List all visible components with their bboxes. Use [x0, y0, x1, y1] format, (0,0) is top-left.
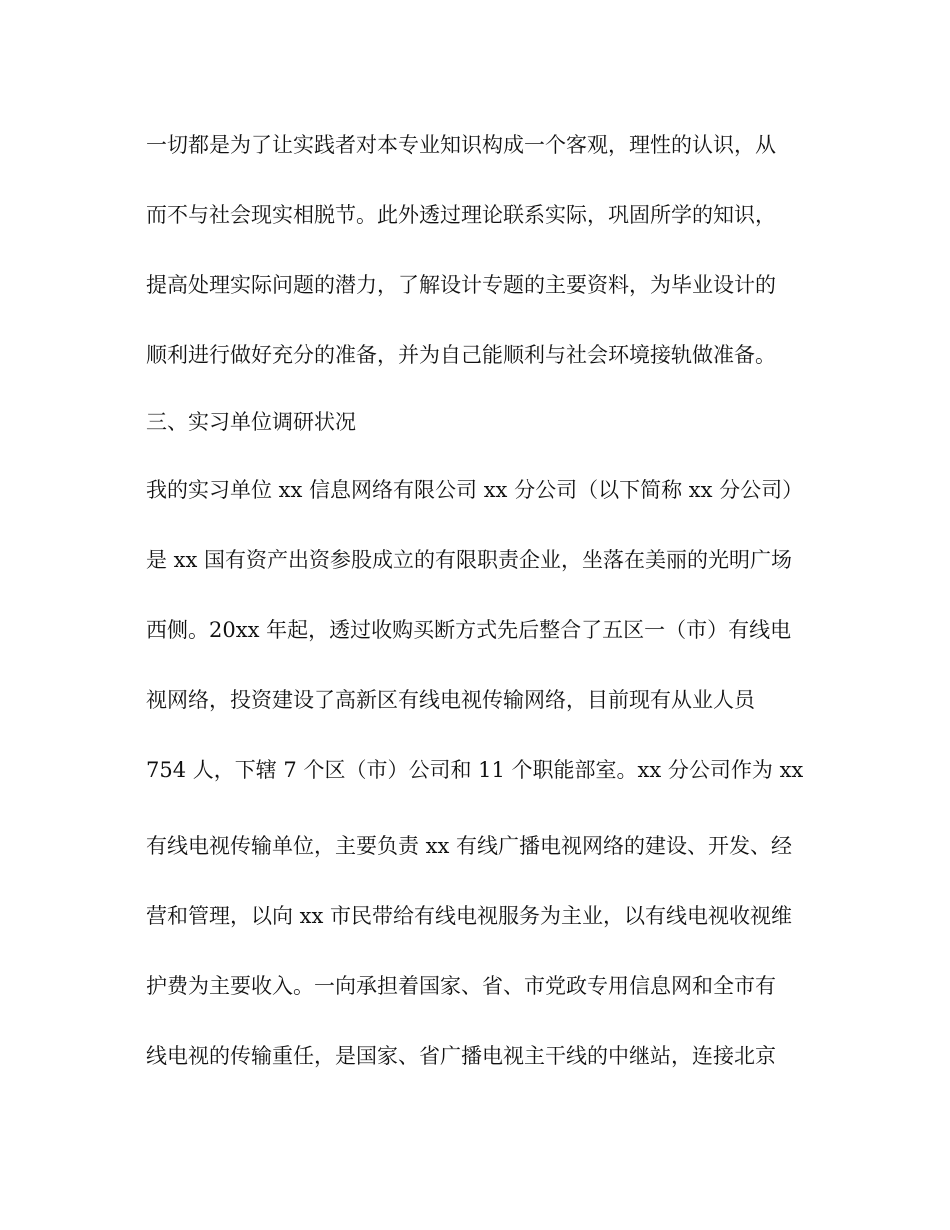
paragraph-line: 线电视的传输重任，是国家、省广播电视主干线的中继站，连接北京: [146, 1044, 776, 1068]
paragraph-line: 顺利进行做好充分的准备，并为自己能顺利与社会环境接轨做准备。: [146, 343, 776, 367]
paragraph-line: 一切都是为了让实践者对本专业知识构成一个客观，理性的认识，从: [146, 133, 776, 157]
paragraph-line: 提高处理实际问题的潜力，了解设计专题的主要资料，为毕业设计的: [146, 273, 776, 297]
paragraph-line: 754 人，下辖 7 个区（市）公司和 11 个职能部室。xx 分公司作为 xx: [146, 758, 804, 782]
paragraph-line: 西侧。20xx 年起，透过收购买断方式先后整合了五区一（市）有线电: [146, 618, 792, 642]
paragraph-line: 我的实习单位 xx 信息网络有限公司 xx 分公司（以下简称 xx 分公司）: [146, 478, 804, 502]
paragraph-line: 是 xx 国有资产出资参股成立的有限职责企业，坐落在美丽的光明广场: [146, 548, 793, 572]
paragraph-line: 营和管理，以向 xx 市民带给有线电视服务为主业，以有线电视收视维: [146, 904, 793, 928]
paragraph-line: 而不与社会现实相脱节。此外透过理论联系实际，巩固所学的知识，: [146, 203, 776, 227]
section-heading: 三、实习单位调研状况: [146, 410, 356, 434]
paragraph-line: 视网络，投资建设了高新区有线电视传输网络，目前现有从业人员: [146, 688, 755, 712]
paragraph-line: 护费为主要收入。一向承担着国家、省、市党政专用信息网和全市有: [146, 974, 776, 998]
paragraph-line: 有线电视传输单位，主要负责 xx 有线广播电视网络的建设、开发、经: [146, 834, 793, 858]
